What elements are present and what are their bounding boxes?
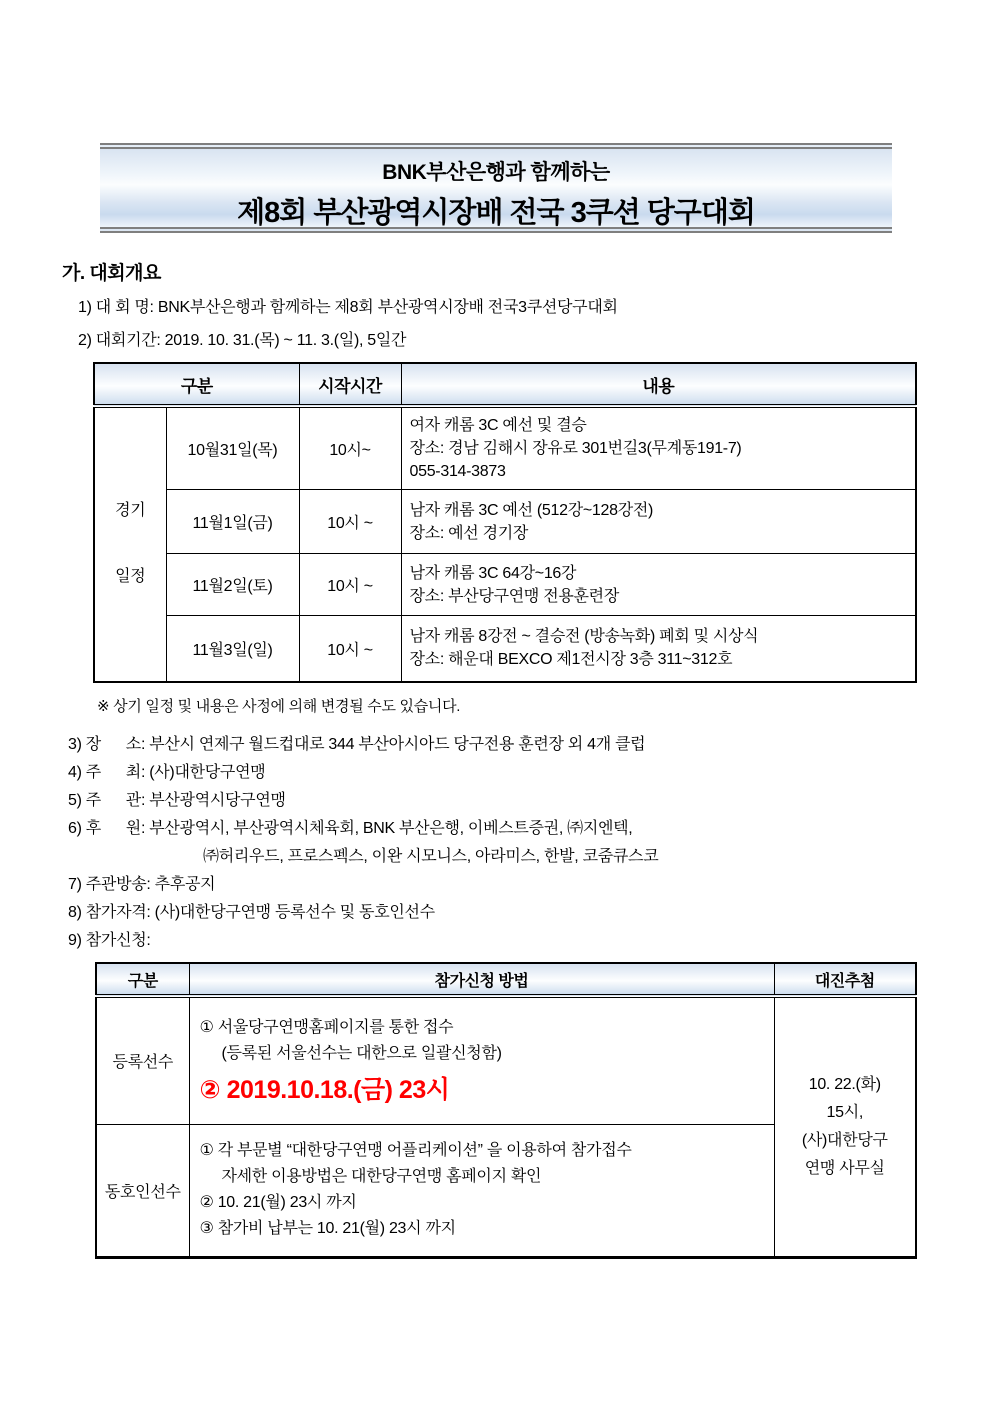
method-line: (등록된 서울선수는 대한으로 일괄신청함) bbox=[221, 1044, 502, 1062]
schedule-time: 10시 ~ bbox=[299, 616, 401, 682]
schedule-content bbox=[401, 490, 916, 554]
overview-item-name: 1) 대 회 명: BNK부산은행과 함께하는 제8회 부산광역시장배 전국3쿠션당구대회 bbox=[78, 299, 618, 316]
schedule-header-start-time: 시작시간 bbox=[299, 363, 401, 406]
info-item-broadcast: 7) 주관방송: 추후공지 bbox=[68, 876, 216, 893]
section-heading: 가. 대회개요 bbox=[62, 263, 161, 284]
apply-category-registered: 등록선수 bbox=[96, 996, 189, 1124]
content-line: 남자 캐롬 3C 64강~16강 bbox=[409, 564, 577, 582]
schedule-time: 10시 ~ bbox=[299, 490, 401, 554]
schedule-date: 11월1일(금) bbox=[166, 490, 299, 554]
content-line: 장소: 부산당구연맹 전용훈련장 bbox=[409, 587, 619, 605]
apply-method-registered bbox=[189, 996, 774, 1124]
schedule-date: 11월2일(토) bbox=[166, 554, 299, 616]
info-item-organizer: 5) 주 관: 부산광역시당구연맹 bbox=[68, 792, 286, 809]
apply-header-category: 구분 bbox=[96, 963, 189, 996]
table-row bbox=[94, 490, 916, 554]
apply-table bbox=[95, 962, 917, 1259]
schedule-date: 10월31일(목) bbox=[166, 406, 299, 490]
apply-draw-cell bbox=[774, 996, 916, 1257]
schedule-table bbox=[93, 362, 917, 683]
schedule-header-content: 내용 bbox=[401, 363, 916, 406]
apply-category-amateur: 동호인선수 bbox=[96, 1124, 189, 1257]
method-line: ③ 참가비 납부는 10. 21(월) 23시 까지 bbox=[199, 1220, 456, 1237]
info-item-eligibility: 8) 참가자격: (사)대한당구연맹 등록선수 및 동호인선수 bbox=[68, 904, 435, 921]
apply-method-amateur bbox=[189, 1124, 774, 1257]
content-line: 055-314-3873 bbox=[409, 463, 506, 480]
draw-line: 15시, bbox=[826, 1103, 863, 1121]
group-label-gap bbox=[95, 523, 166, 565]
method-line: ① 서울당구연맹홈페이지를 통한 접수 bbox=[199, 1018, 454, 1036]
schedule-content bbox=[401, 554, 916, 616]
table-row bbox=[94, 616, 916, 682]
table-row bbox=[96, 996, 916, 1124]
registered-deadline-highlight: ② 2019.10.18.(금) 23시 bbox=[199, 1075, 450, 1104]
group-label-line1: 경기 bbox=[115, 502, 146, 520]
content-line: 남자 캐롬 8강전 ~ 결승전 (방송녹화) 폐회 및 시상식 bbox=[409, 628, 759, 646]
schedule-table-container bbox=[93, 362, 917, 683]
draw-line: 연맹 사무실 bbox=[804, 1159, 885, 1177]
content-line: 장소: 해운대 BEXCO 제1전시장 3층 311~312호 bbox=[409, 651, 733, 669]
method-line: ① 각 부문별 “대한당구연맹 어플리케이션” 을 이용하여 참가접수 bbox=[199, 1142, 632, 1159]
schedule-note: ※ 상기 일정 및 내용은 사정에 의해 변경될 수도 있습니다. bbox=[97, 698, 461, 715]
title-main: 제8회 부산광역시장배 전국 3쿠션 당구대회 bbox=[237, 197, 755, 229]
info-item-sponsors: 6) 후 원: 부산광역시, 부산광역시체육회, BNK 부산은행, 이베스트증권, ㈜지엔텍, bbox=[68, 820, 633, 837]
schedule-header-category: 구분 bbox=[94, 363, 299, 406]
schedule-header-row bbox=[94, 363, 916, 406]
info-item-venue: 3) 장 소: 부산시 연제구 월드컵대로 344 부산아시아드 당구전용 훈련장 외 4개 클럽 bbox=[68, 736, 646, 753]
title-subtitle: BNK부산은행과 함께하는 bbox=[382, 161, 610, 184]
apply-header-row bbox=[96, 963, 916, 996]
content-line: 여자 캐롬 3C 예선 및 결승 bbox=[409, 417, 587, 434]
info-list bbox=[68, 731, 658, 955]
schedule-content bbox=[401, 616, 916, 682]
content-line: 남자 캐롬 3C 예선 (512강~128강전) bbox=[409, 501, 654, 519]
draw-line: (사)대한당구 bbox=[801, 1131, 888, 1149]
overview-item-period: 2) 대회기간: 2019. 10. 31.(목) ~ 11. 3.(일), 5일간 bbox=[78, 332, 407, 349]
group-label-line2: 일정 bbox=[115, 568, 146, 586]
schedule-time: 10시 ~ bbox=[299, 554, 401, 616]
schedule-time: 10시~ bbox=[299, 406, 401, 490]
content-line: 장소: 경남 김해시 장유로 301번길3(무계동191-7) bbox=[409, 440, 742, 457]
apply-header-method: 참가신청 방법 bbox=[189, 963, 774, 996]
method-line: 자세한 이용방법은 대한당구연맹 홈페이지 확인 bbox=[221, 1168, 542, 1185]
schedule-group-cell bbox=[94, 406, 166, 682]
info-item-application: 9) 참가신청: bbox=[68, 932, 151, 949]
table-row bbox=[94, 406, 916, 490]
schedule-content bbox=[401, 406, 916, 490]
schedule-date: 11월3일(일) bbox=[166, 616, 299, 682]
method-line: ② 10. 21(월) 23시 까지 bbox=[199, 1194, 357, 1211]
draw-line: 10. 22.(화) bbox=[808, 1075, 881, 1093]
title-banner bbox=[100, 143, 892, 233]
info-item-host: 4) 주 최: (사)대한당구연맹 bbox=[68, 764, 266, 781]
info-item-sponsors-continued: ㈜허리우드, 프로스펙스, 이완 시모니스, 아라미스, 한발, 코줌큐스코 bbox=[203, 848, 659, 865]
apply-header-draw: 대진추첨 bbox=[774, 963, 916, 996]
content-line: 장소: 예선 경기장 bbox=[409, 524, 529, 542]
table-row bbox=[94, 554, 916, 616]
apply-table-container bbox=[95, 962, 917, 1259]
